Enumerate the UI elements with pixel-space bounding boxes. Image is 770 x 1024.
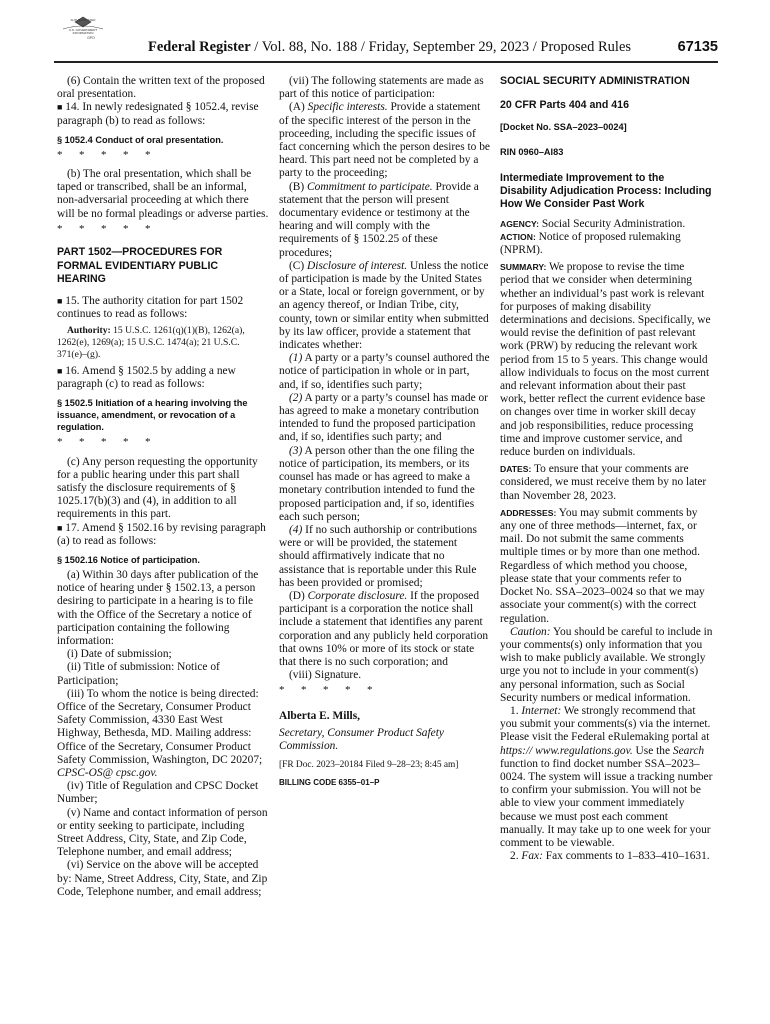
- fax-paragraph: 2. Fax: Fax comments to 1–833–410–1631.: [510, 850, 710, 863]
- signer-title: Secretary, Consumer Product Safety Commission.: [279, 726, 444, 752]
- agency-label: AGENCY:: [500, 218, 539, 229]
- page-number: 67135: [677, 39, 718, 55]
- ellipsis-stars: * * * * *: [57, 148, 151, 161]
- paragraph: (viii) Signature.: [289, 669, 362, 682]
- item-number: (2): [289, 391, 303, 404]
- authority-label: Authority:: [67, 324, 111, 336]
- instruction-text: 15. The authority citation for part 1502 continues to read as follows:: [57, 294, 244, 320]
- paragraph: (2) A party or a party’s counsel has made or has agreed to make a monetary contribution intended to fund the proposed participation and, if so, identifies such party; and: [279, 391, 488, 444]
- dates-paragraph: DATES: To ensure that your comments are considered, we must receive them by no later than November 28, 2023.: [500, 463, 707, 502]
- paragraph: (iv) Title of Regulation and CPSC Docket Number;: [57, 780, 259, 806]
- italic-heading: Commitment to participate.: [307, 180, 433, 193]
- ellipsis-stars: * * * * *: [279, 684, 373, 697]
- paragraph: (a) Within 30 days after publication of the notice of hearing under § 1502.13, a person desiring to participate in a hearing is to file with the Office of the Secretary a notice of participation containing the following information:: [57, 568, 259, 647]
- item-number: (4): [289, 523, 303, 536]
- publication-title: Federal Register: [148, 39, 251, 55]
- paragraph: (i) Date of submission;: [67, 648, 172, 661]
- ellipsis-stars: * * * * *: [57, 436, 151, 449]
- amendatory-instruction: [57, 101, 269, 127]
- column-2: [279, 75, 490, 794]
- square-bullet-icon: ■: [57, 522, 63, 533]
- internet-paragraph: 1. Internet: We strongly recommend that you submit your comments(s) via the internet. Please visit the Federal eRulemaking portal at https:// www.regulations.gov. Use the Search function to find docket number SSA–2023–0024. The system will issue a tracking number to confirm your submission. You will not be able to view your comment immediately because we must post each comment manually. It may take up to one week for your comment to be viewable.: [500, 704, 713, 849]
- paragraph: (c) Any person requesting the opportunity for a public hearing under this part shall satisfy the disclosure requirements of § 1025.17(b)(3) and (4), in addition to all requirements in this part.: [57, 455, 258, 521]
- header-rule: [54, 61, 718, 63]
- fr-doc-line: [FR Doc. 2023–20184 Filed 9–28–23; 8:45 am]: [279, 760, 459, 771]
- paragraph: (vii) The following statements are made as part of this notice of participation:: [279, 75, 484, 101]
- paragraph: (vi) Service on the above will be accepted by: Name, Street Address, City, State, and Zip Code, Telephone number, and email address;: [57, 859, 268, 898]
- rin-number: RIN 0960–AI83: [500, 147, 564, 158]
- svg-text:INFORMATION: INFORMATION: [72, 31, 94, 35]
- instruction-text: 14. In newly redesignated § 1052.4, revise paragraph (b) to read as follows:: [57, 101, 259, 127]
- regulations-gov-link[interactable]: https:// www.regulations.gov.: [500, 744, 633, 757]
- svg-text:AUTHENTICATED: AUTHENTICATED: [70, 18, 96, 22]
- item-number: (3): [289, 444, 303, 457]
- paragraph: (iii) To whom the notice is being directed: Office of the Secretary, Consumer Product Safety Commission, 4330 East West Highway, Bethesda, MD. Mailing address: Office of the Secretary, Consumer Product Safety Commission, Washington, DC 20207; CPSC-OS@ cpsc.gov.: [57, 687, 263, 780]
- paragraph: (3) A person other than the one filing the notice of participation, its members, or its counsel has made or has agreed to make a monetary contribution intended to fund the proposed participation and, if so, identifies each such person;: [279, 444, 475, 523]
- paragraph: (C) Disclosure of interest. Unless the notice of participation is made by the United States or a State, local or foreign government, or by an agency thereof, or Indian Tribe, city, county, town or similar entity when submitted by its law officer, provide a statement that indicates whether:: [279, 259, 489, 352]
- action-label: ACTION:: [500, 231, 536, 242]
- instruction-text: 16. Amend § 1502.5 by adding a new paragraph (c) to read as follows:: [57, 364, 236, 391]
- fax-label: Fax:: [521, 850, 543, 863]
- paragraph: (B) Commitment to participate. Provide a statement that the person will present documentary evidence or testimony at the hearing and will comply with the requirements of § 1502.25 of these procedures;: [279, 180, 479, 259]
- caution-paragraph: Caution: You should be careful to include in your comments(s) only information that you wish to make publicly available. We strongly urge you not to include in your comment(s) any personal information, such as Social Security numbers or medical information.: [500, 625, 713, 704]
- paragraph: (6) Contain the written text of the proposed oral presentation.: [57, 75, 265, 101]
- ellipsis-stars: * * * * *: [57, 222, 151, 235]
- paragraph: (4) If no such authorship or contributions were or will be provided, the statement should affirmatively indicate that no assistance that is reportable under this Rule has been provided or promised;: [279, 523, 477, 589]
- square-bullet-icon: ■: [57, 365, 63, 376]
- paragraph: (b) The oral presentation, which shall be taped or transcribed, shall be an informal, non-adversarial proceeding at which there will be no formal pleadings or adverse parties.: [57, 168, 269, 220]
- section-heading: § 1502.5 Initiation of a hearing involving the issuance, amendment, or revocation of a regulation.: [57, 398, 248, 433]
- column-1: [57, 75, 269, 899]
- email-address: CPSC-OS@ cpsc.gov.: [57, 767, 158, 780]
- square-bullet-icon: ■: [57, 102, 63, 113]
- part-heading: PART 1502—PROCEDURES FOR FORMAL EVIDENTIARY PUBLIC HEARING: [57, 246, 223, 286]
- agency-heading: SOCIAL SECURITY ADMINISTRATION: [500, 75, 690, 87]
- italic-heading: Specific interests.: [307, 101, 388, 114]
- paragraph: (A) Specific interests. Provide a statement of the specific interest of the person in the proceeding, including the specific issues of fact concerning which the person desires to be heard. This part need not be completed by a party to the proceeding;: [279, 101, 490, 180]
- section-heading: § 1052.4 Conduct of oral presentation.: [57, 134, 224, 145]
- amendatory-instruction: [57, 295, 269, 321]
- italic-heading: Corporate disclosure.: [307, 589, 408, 602]
- docket-number: [Docket No. SSA–2023–0024]: [500, 122, 627, 133]
- dates-label: DATES:: [500, 464, 532, 475]
- item-number: (1): [289, 352, 303, 365]
- section-heading: § 1502.16 Notice of participation.: [57, 554, 200, 565]
- italic-heading: Disclosure of interest.: [307, 259, 408, 272]
- running-header: [118, 39, 718, 59]
- internet-label: Internet:: [521, 704, 562, 717]
- running-head-text: [148, 39, 631, 56]
- paragraph: (v) Name and contact information of person or entity seeking to participate, including Street Address, City, State, and Zip Code, Telephone number, and email address;: [57, 806, 268, 859]
- addresses-label: ADDRESSES:: [500, 507, 557, 518]
- amendatory-instruction: [57, 522, 269, 548]
- authority-citation: [57, 325, 269, 361]
- cfr-parts: 20 CFR Parts 404 and 416: [500, 99, 629, 111]
- signer-name: Alberta E. Mills,: [279, 709, 360, 722]
- summary-paragraph: SUMMARY: We propose to revise the time period that we consider when determining whether an individual’s past work is relevant for purposes of making disability determinations and decisions. Specifically, we would revise the definition of past relevant work (PRW) by reducing the relevant work period from 15 to 5 years. This change would allow individuals to focus on the most current and relevant information about their past work, better reflect the current evidence base on changes over time in worker skill decay and job responsibilities, reduce processing time and improve customer service, and reduce burden on individuals.: [500, 261, 711, 459]
- square-bullet-icon: ■: [57, 295, 63, 306]
- instruction-text: 17. Amend § 1502.16 by revising paragraph (a) to read as follows:: [57, 521, 266, 547]
- svg-text:U.S. GOVERNMENT: U.S. GOVERNMENT: [68, 28, 98, 32]
- issue-details: / Vol. 88, No. 188 / Friday, September 29, 2023 / Proposed Rules: [250, 39, 632, 55]
- search-term: Search: [672, 744, 705, 757]
- column-3: [500, 75, 714, 863]
- caution-label: Caution:: [510, 625, 551, 638]
- action-line: ACTION: Notice of proposed rulemaking (NPRM).: [500, 230, 681, 257]
- agency-line: AGENCY: Social Security Administration.: [500, 217, 686, 230]
- summary-label: SUMMARY:: [500, 262, 547, 273]
- billing-code: BILLING CODE 6355–01–P: [279, 778, 380, 788]
- gpo-authenticated-logo: [58, 14, 108, 40]
- addresses-paragraph: ADDRESSES: You may submit comments by any one of three methods—internet, fax, or mail. Do not submit the same comments multiple times or by more than one method. Regardless of which method you choose, please state that your comments refer to Docket No. SSA–2023–0024 so that we may associate your comment(s) with the correct regulation.: [500, 506, 705, 625]
- paragraph: (D) Corporate disclosure. If the proposed participant is a corporation the notice shall include a statement that identifies any parent corporation and any publicly held corporation that owns 10% or more of its stock or state that there is no such corporation; and: [279, 589, 489, 668]
- paragraph: (1) A party or a party’s counsel authored the notice of participation in whole or in part, and, if so, identifies such party;: [279, 352, 490, 391]
- authority-text: 15 U.S.C. 1261(q)(1)(B), 1262(a), 1262(e), 1269(a); 15 U.S.C. 1474(a); 21 U.S.C. 371(e)–(g).: [57, 324, 245, 360]
- document-title: Intermediate Improvement to the Disability Adjudication Process: Including How We Consider Past Work: [500, 171, 712, 210]
- svg-text:GPO: GPO: [87, 36, 95, 40]
- paragraph: (ii) Title of submission: Notice of Participation;: [57, 661, 220, 687]
- amendatory-instruction: [57, 365, 269, 391]
